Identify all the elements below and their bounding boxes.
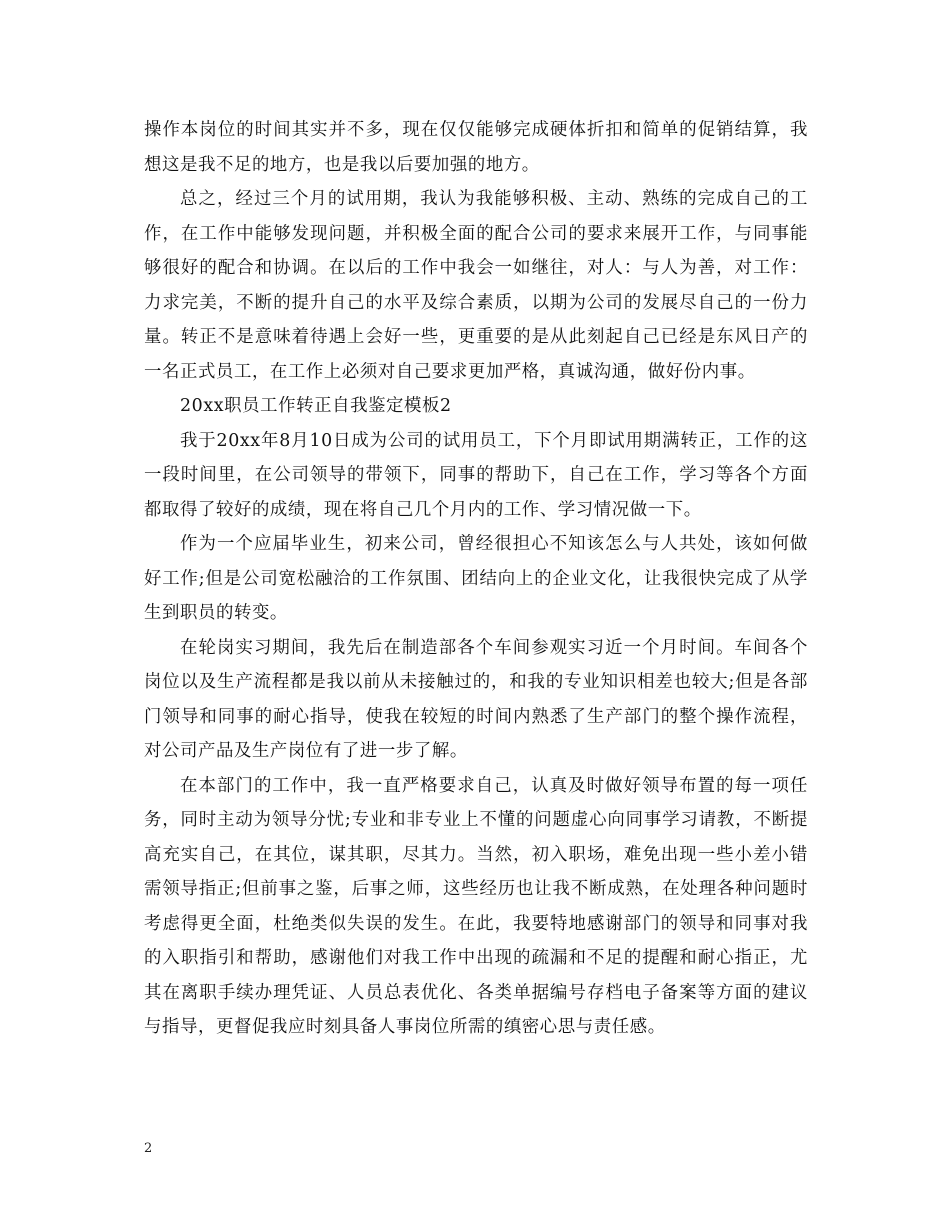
paragraph-rotation: 在轮岗实习期间，我先后在制造部各个车间参观实习近一个月时间。车间各个岗位以及生产流程都是我以前从未接触过的，和我的专业知识相差也较大;但是各部门领导和同事的耐心指导，使我在较短的时间内熟悉了生产部门的整个操作流程，对公司产品及生产岗位有了进一步了解。 [144,637,808,761]
paragraph-graduate: 作为一个应届毕业生，初来公司，曾经很担心不知该怎么与人共处，该如何做好工作;但是公司宽松融洽的工作氛围、团结向上的企业文化，让我很快完成了从学生到职员的转变。 [144,534,808,623]
page-number: 2 [144,1141,153,1156]
document-body [144,113,808,1045]
paragraph-department: 在本部门的工作中，我一直严格要求自己，认真及时做好领导布置的每一项任务，同时主动为领导分忧;专业和非专业上不懂的问题虚心向同事学习请教，不断提高充实自己，在其位，谋其职，尽其力。当然，初入职场，难免出现一些小差小错需领导指正;但前事之鉴，后事之师，这些经历也让我不断成熟，在处理各种问题时考虑得更全面，杜绝类似失误的发生。在此，我要特地感谢部门的领导和同事对我的入职指引和帮助，感谢他们对我工作中出现的疏漏和不足的提醒和耐心指正，尤其在离职手续办理凭证、人员总表优化、各类单据编号存档电子备案等方面的建议与指导，更督促我应时刻具备人事岗位所需的缜密心思与责任感。 [144,775,808,1037]
paragraph-intro: 我于20xx年8月10日成为公司的试用员工，下个月即试用期满转正，工作的这一段时间里，在公司领导的带领下，同事的帮助下，自己在工作，学习等各个方面都取得了较好的成绩，现在将自己几个月内的工作、学习情况做一下。 [144,430,808,520]
section-heading: 20xx职员工作转正自我鉴定模板2 [180,396,452,416]
paragraph-continued: 操作本岗位的时间其实并不多，现在仅仅能够完成硬体折扣和简单的促销结算，我想这是我不足的地方，也是我以后要加强的地方。 [144,120,808,175]
paragraph-summary: 总之，经过三个月的试用期，我认为我能够积极、主动、熟练的完成自己的工作，在工作中能够发现问题，并积极全面的配合公司的要求来展开工作，与同事能够很好的配合和协调。在以后的工作中我会一如继往，对人：与人为善，对工作：力求完美，不断的提升自己的水平及综合素质，以期为公司的发展尽自己的一份力量。转正不是意味着待遇上会好一些，更重要的是从此刻起自己已经是东风日产的一名正式员工，在工作上必须对自己要求更加严格，真诚沟通，做好份内事。 [144,189,808,382]
